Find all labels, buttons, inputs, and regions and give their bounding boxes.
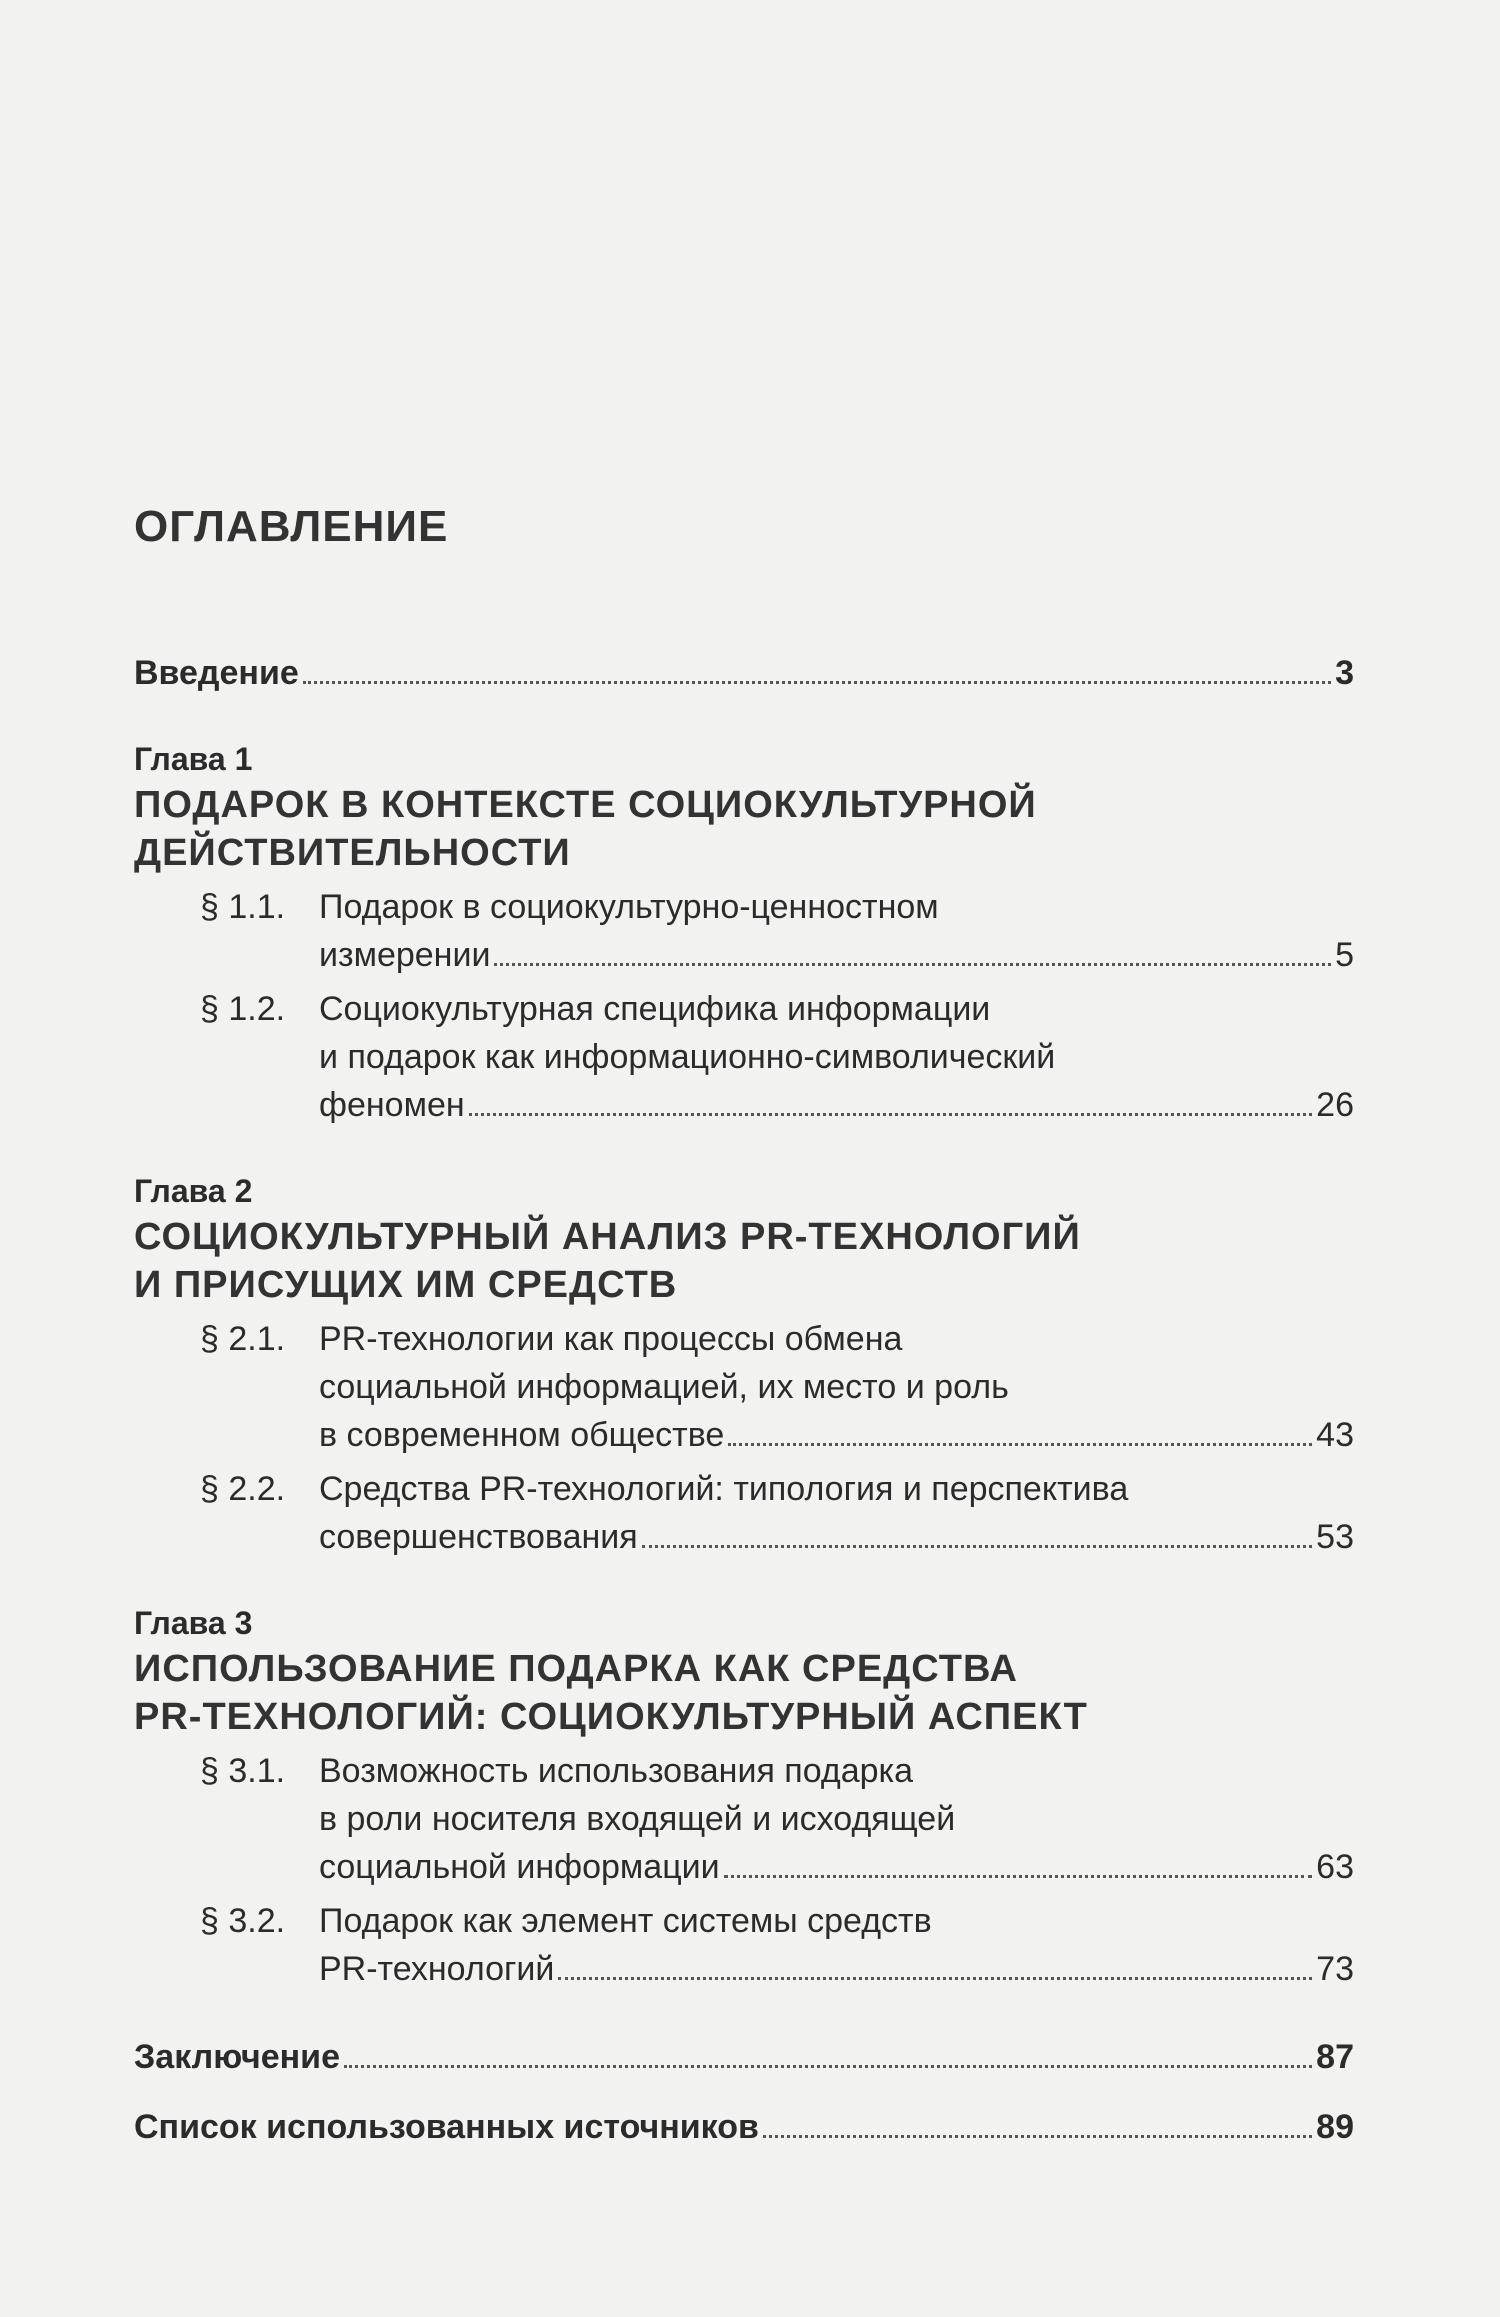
section-title-line: социальной информацией, их место и роль: [319, 1368, 1009, 1406]
section-number: § 1.2.: [200, 990, 286, 1028]
toc-entry-conclusion: [134, 2033, 1354, 2081]
entry-page: 53: [1316, 1518, 1354, 1556]
chapter-3: [134, 1601, 1354, 1993]
section-1-1: [134, 883, 1354, 979]
section-number: § 3.2.: [200, 1902, 286, 1940]
section-title-line: Возможность использования подарка: [319, 1752, 914, 1790]
section-title-line: измерении: [319, 936, 491, 974]
chapter-label: Глава 1: [134, 741, 253, 777]
entry-page: 43: [1316, 1416, 1354, 1454]
entry-page: 89: [1316, 2108, 1354, 2146]
chapter-1: [134, 737, 1354, 1129]
entry-page: 5: [1335, 936, 1354, 974]
dot-leader: [728, 1443, 1312, 1446]
dot-leader: [494, 963, 1331, 966]
entry-page: 87: [1316, 2038, 1354, 2076]
chapter-title-line: И ПРИСУЩИХ ИМ СРЕДСТВ: [134, 1264, 678, 1306]
section-title-line: PR-технологий: [319, 1950, 555, 1988]
section-title-line: Подарок в социокультурно-ценностном: [319, 888, 939, 926]
section-title-line: Средства PR-технологий: типология и перспектива: [319, 1470, 1129, 1508]
toc-entry-sources: [134, 2103, 1354, 2151]
entry-page: 26: [1316, 1086, 1354, 1124]
entry-page: 3: [1335, 654, 1354, 692]
dot-leader: [303, 681, 1331, 684]
section-3-1: [134, 1747, 1354, 1891]
chapter-title-line: ПОДАРОК В КОНТЕКСТЕ СОЦИОКУЛЬТУРНОЙ: [134, 784, 1037, 826]
page-title: ОГЛАВЛЕНИЕ: [134, 502, 449, 551]
section-2-2: [134, 1465, 1354, 1561]
section-title-line: и подарок как информационно-символический: [319, 1038, 1056, 1076]
entry-label: Введение: [134, 654, 299, 692]
section-number: § 2.2.: [200, 1470, 286, 1508]
entry-page: 73: [1316, 1950, 1354, 1988]
section-number: § 2.1.: [200, 1320, 286, 1358]
section-title-line: социальной информации: [319, 1848, 720, 1886]
chapter-title-line: ДЕЙСТВИТЕЛЬНОСТИ: [134, 832, 571, 874]
entry-label: Список использованных источников: [134, 2108, 759, 2146]
section-title-line: в роли носителя входящей и исходящей: [319, 1800, 956, 1838]
dot-leader: [469, 1113, 1313, 1116]
entry-label: Заключение: [134, 2038, 340, 2076]
section-3-2: [134, 1897, 1354, 1993]
dot-leader: [763, 2135, 1312, 2138]
dot-leader: [724, 1875, 1313, 1878]
chapter-title-line: СОЦИОКУЛЬТУРНЫЙ АНАЛИЗ PR-ТЕХНОЛОГИЙ: [134, 1216, 1081, 1258]
section-number: § 1.1.: [200, 888, 286, 926]
section-number: § 3.1.: [200, 1752, 286, 1790]
chapter-title-line: ИСПОЛЬЗОВАНИЕ ПОДАРКА КАК СРЕДСТВА: [134, 1648, 1018, 1690]
section-title-line: в современном обществе: [319, 1416, 725, 1454]
toc-entry-intro: [134, 649, 1354, 697]
section-2-1: [134, 1315, 1354, 1459]
dot-leader: [558, 1977, 1312, 1980]
chapter-label: Глава 3: [134, 1605, 253, 1641]
entry-page: 63: [1316, 1848, 1354, 1886]
section-title-line: совершенствования: [319, 1518, 638, 1556]
section-title-line: Подарок как элемент системы средств: [319, 1902, 932, 1940]
dot-leader: [344, 2065, 1312, 2068]
section-title-line: Социокультурная специфика информации: [319, 990, 991, 1028]
chapter-title-line: PR-ТЕХНОЛОГИЙ: СОЦИОКУЛЬТУРНЫЙ АСПЕКТ: [134, 1696, 1088, 1738]
chapter-2: [134, 1169, 1354, 1561]
section-title-line: феномен: [319, 1086, 465, 1124]
table-of-contents: [134, 502, 1354, 2151]
section-title-line: PR-технологии как процессы обмена: [319, 1320, 903, 1358]
section-1-2: [134, 985, 1354, 1129]
dot-leader: [642, 1545, 1312, 1548]
chapter-label: Глава 2: [134, 1173, 253, 1209]
